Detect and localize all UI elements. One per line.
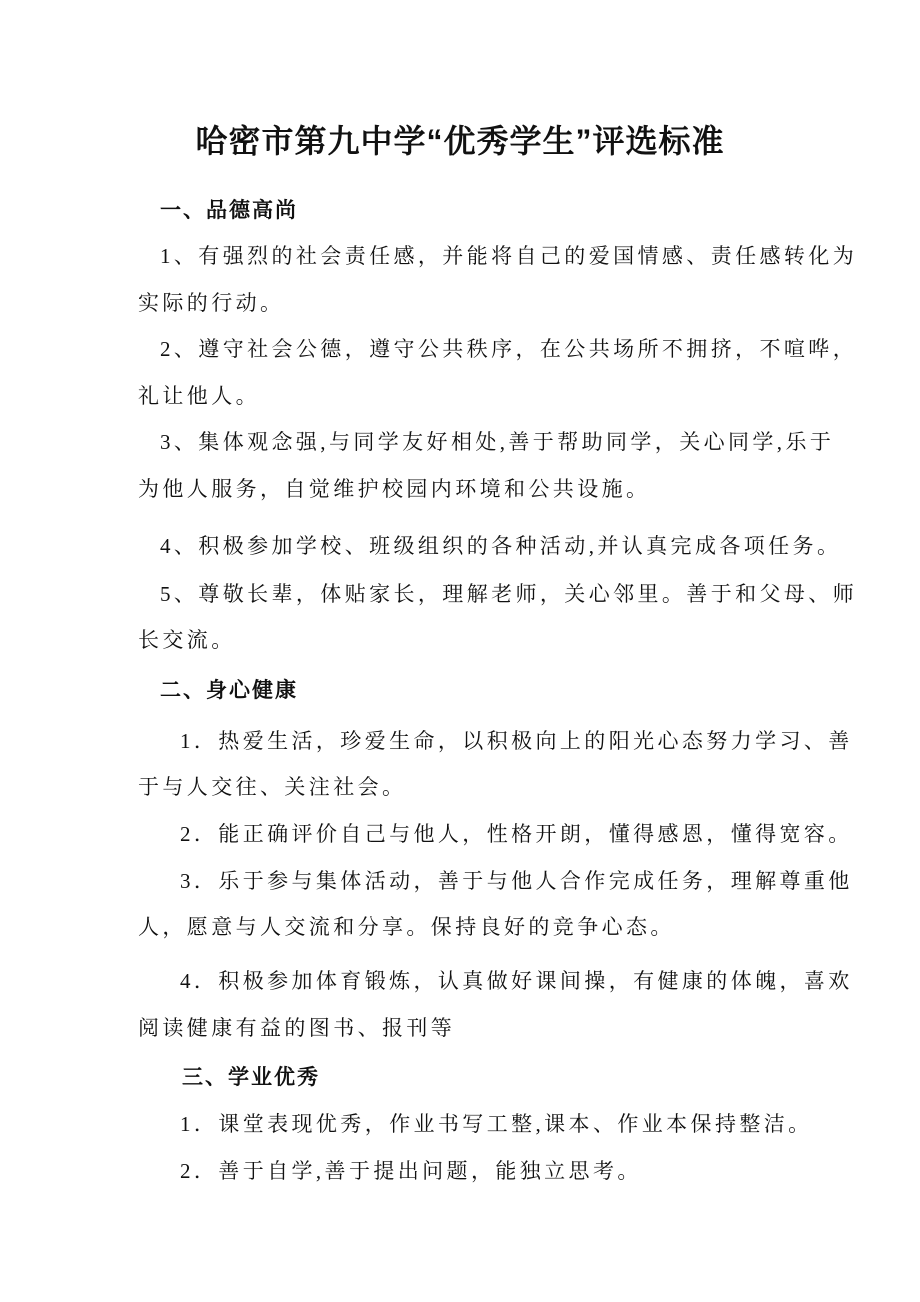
paragraph-line: 实际的行动。 [138, 291, 285, 315]
paragraph-line: 阅读健康有益的图书、报刊等 [138, 1016, 456, 1040]
paragraph-line: 礼让他人。 [138, 384, 260, 408]
paragraph-line: 2、遵守社会公德，遵守公共秩序，在公共场所不拥挤，不喧哗， [160, 337, 858, 361]
paragraph-line: 4、积极参加学校、班级组织的各种活动,并认真完成各项任务。 [160, 534, 842, 558]
paragraph-line: 2．能正确评价自己与他人，性格开朗，懂得感恩，懂得宽容。 [180, 822, 853, 846]
paragraph-line: 3、集体观念强,与同学友好相处,善于帮助同学，关心同学,乐于 [160, 430, 835, 454]
section-heading: 二、身心健康 [160, 679, 298, 702]
paragraph-line: 于与人交往、关注社会。 [138, 775, 407, 799]
paragraph-line: 1、有强烈的社会责任感，并能将自己的爱国情感、责任感转化为 [160, 244, 858, 268]
paragraph-line: 为他人服务，自觉维护校园内环境和公共设施。 [138, 477, 651, 501]
paragraph-line: 5、尊敬长辈，体贴家长，理解老师，关心邻里。善于和父母、师 [160, 582, 858, 606]
paragraph-line: 2．善于自学,善于提出问题，能独立思考。 [180, 1159, 642, 1183]
paragraph-line: 1．热爱生活，珍爱生命，以积极向上的阳光心态努力学习、善 [180, 729, 853, 753]
document-title: 哈密市第九中学“优秀学生”评选标准 [195, 123, 725, 159]
section-heading: 三、学业优秀 [182, 1066, 320, 1089]
paragraph-line: 1．课堂表现优秀，作业书写工整,课本、作业本保持整洁。 [180, 1112, 813, 1136]
section-heading: 一、品德高尚 [160, 199, 298, 222]
paragraph-line: 4．积极参加体育锻炼，认真做好课间操，有健康的体魄，喜欢 [180, 969, 853, 993]
paragraph-line: 3．乐于参与集体活动，善于与他人合作完成任务，理解尊重他 [180, 869, 853, 893]
paragraph-line: 人，愿意与人交流和分享。保持良好的竞争心态。 [138, 915, 675, 939]
paragraph-line: 长交流。 [138, 628, 236, 652]
